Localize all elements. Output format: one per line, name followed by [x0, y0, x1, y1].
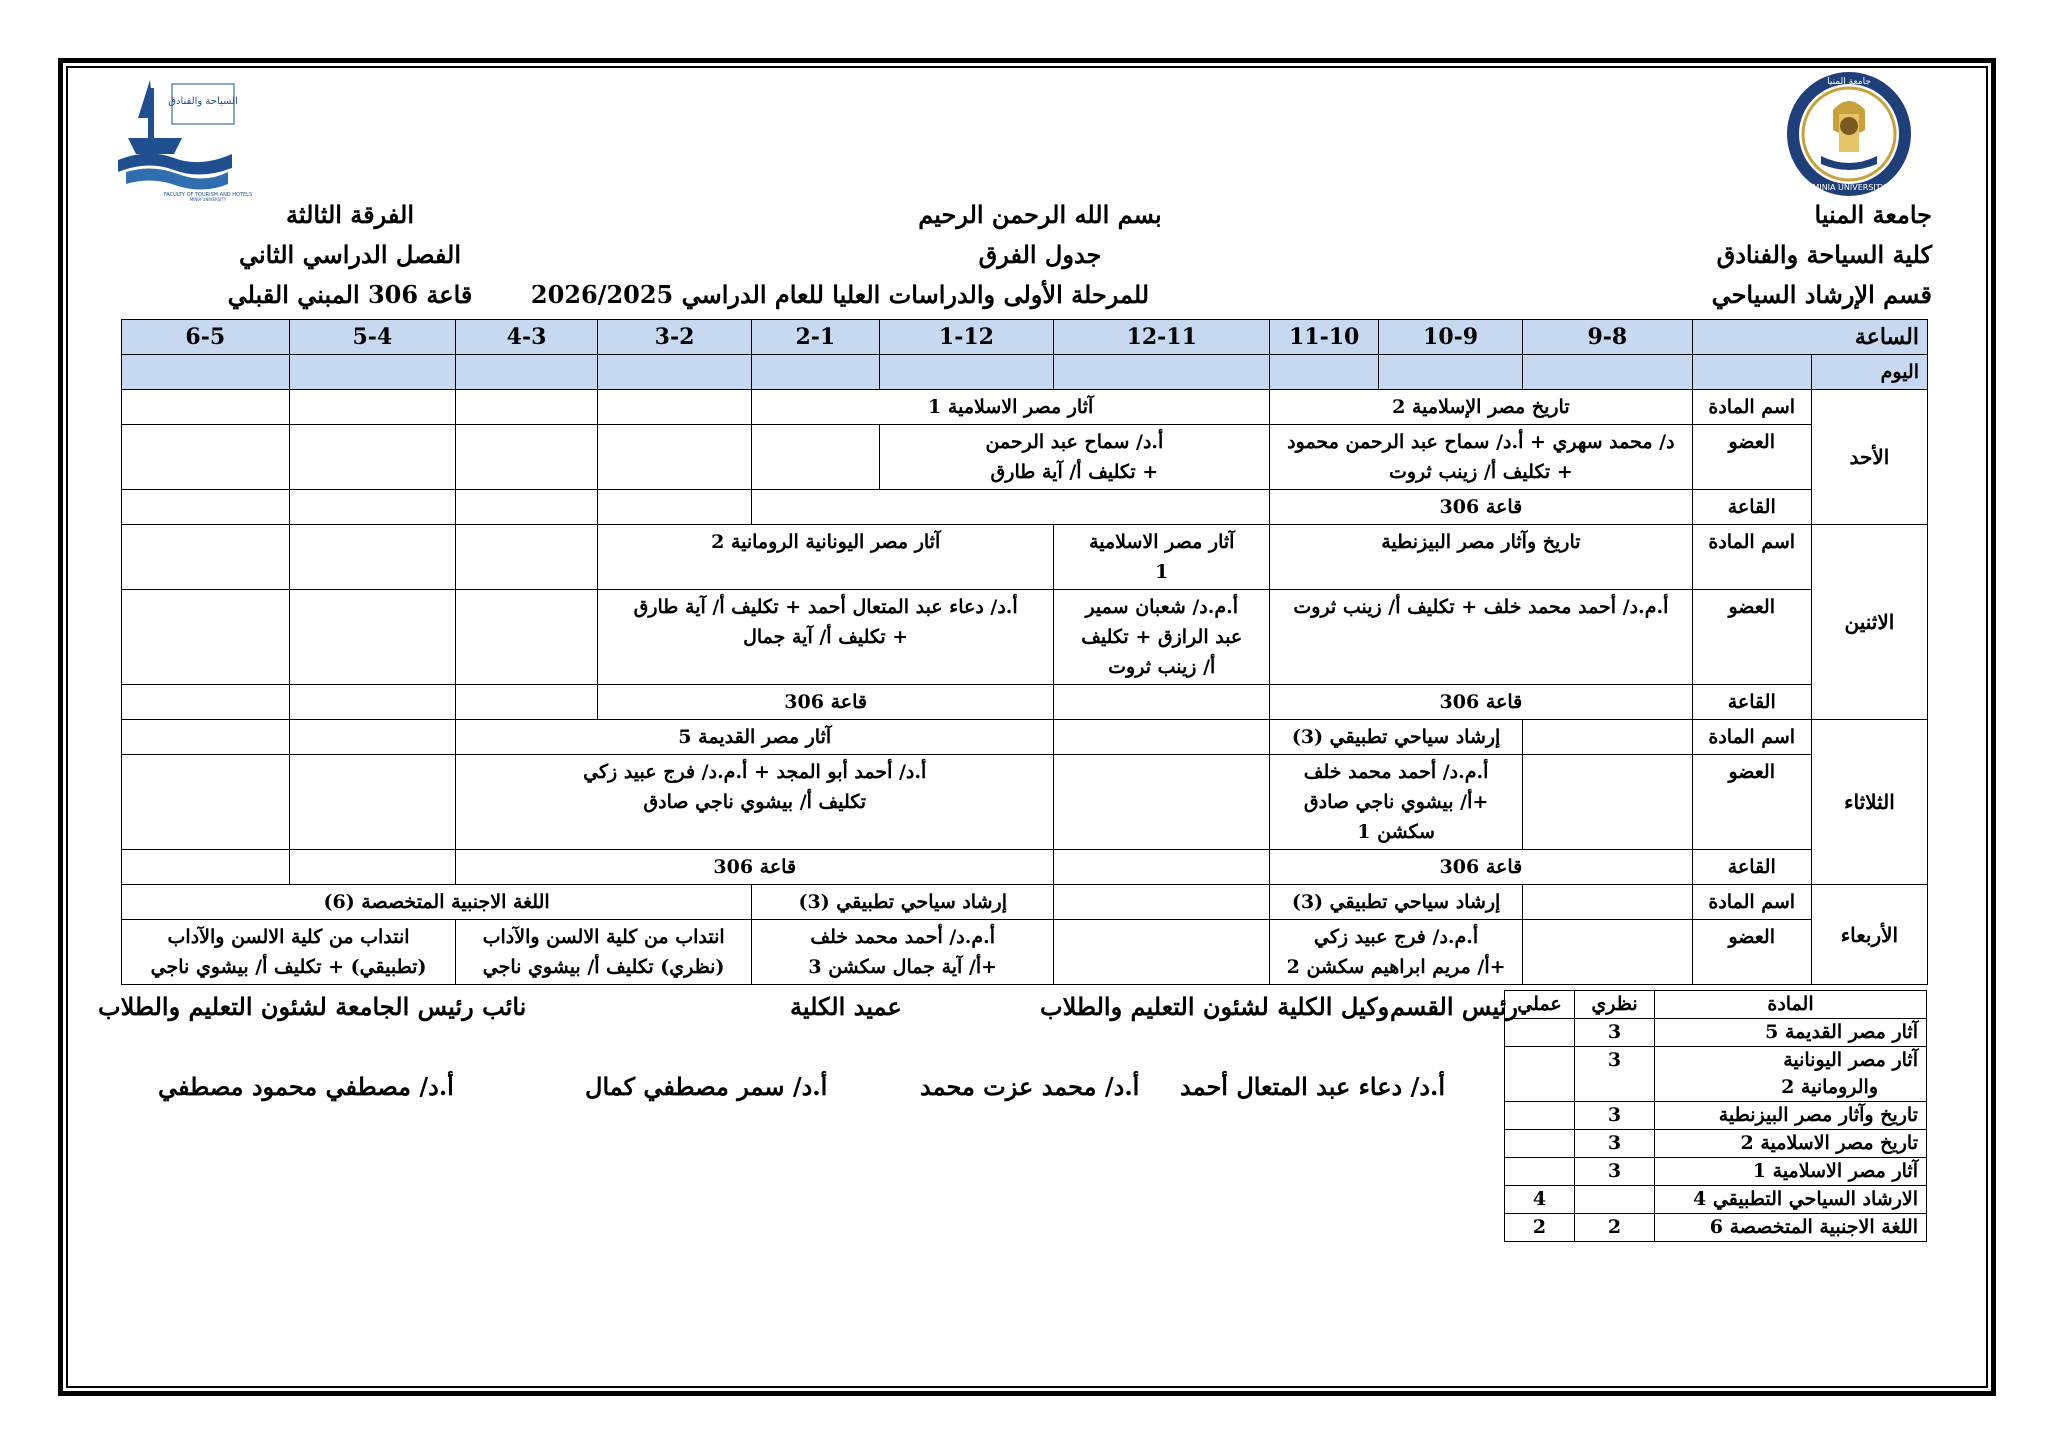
member-line: أ.م.د/ فرج عبيد زكي — [1314, 926, 1479, 948]
basmala: بسم الله الرحمن الرحيم — [918, 200, 1162, 229]
tuesday-hall-a: قاعة 306 — [1270, 850, 1692, 885]
monday-hall-row — [122, 685, 1928, 720]
credits-theory: 3 — [1575, 1158, 1655, 1186]
semester: الفصل الدراسي الثاني — [239, 240, 461, 269]
credits-subject: آثار مصر الاسلامية 1 — [1655, 1158, 1927, 1186]
signature-name-dean: أ.د/ سمر مصطفي كمال — [585, 1072, 828, 1101]
schedule-table — [121, 319, 1928, 985]
class-level: الفرقة الثالثة — [285, 200, 414, 229]
header-left-block — [190, 195, 510, 315]
member-line: انتداب من كلية الالسن والآداب — [482, 926, 725, 948]
credits-practical — [1505, 1047, 1575, 1102]
sunday-member-row — [122, 425, 1928, 490]
time-slot: 11-10 — [1270, 320, 1379, 355]
sunday-subject-a: تاريخ مصر الإسلامية 2 — [1270, 390, 1692, 425]
time-slot: 6-5 — [122, 320, 290, 355]
hall-location: قاعة 306 المبني القبلي — [227, 280, 473, 309]
university-name: جامعة المنيا — [1814, 200, 1932, 229]
tuesday-member-a — [1270, 755, 1523, 850]
time-slot: 4-3 — [456, 320, 598, 355]
university-ring-text: جامعة المنيا — [1827, 77, 1871, 87]
sunday-subject-b: آثار مصر الاسلامية 1 — [752, 390, 1270, 425]
day-wednesday: الأربعاء — [1811, 885, 1927, 985]
credits-theory — [1575, 1186, 1655, 1214]
document-title: جدول الفرق — [978, 240, 1102, 269]
member-label: العضو — [1692, 590, 1811, 685]
wednesday-subject-a: إرشاد سياحي تطبيقي (3) — [1270, 885, 1523, 920]
member-line: أ.م.د/ أحمد محمد خلف — [810, 926, 996, 948]
credits-subject-line: آثار مصر اليونانية — [1783, 1049, 1918, 1071]
hour-label: الساعة — [1692, 320, 1927, 355]
subject-line: آثار مصر الاسلامية — [1089, 531, 1235, 553]
member-line: + تكليف أ/ آية طارق — [990, 461, 1159, 483]
member-line: أ.د/ أحمد أبو المجد + أ.م.د/ فرج عبيد زكي — [583, 761, 927, 783]
credits-row — [1505, 1130, 1927, 1158]
member-line: أ.م.د/ أحمد محمد خلف — [1303, 761, 1489, 783]
time-slot: 10-9 — [1379, 320, 1523, 355]
faculty-name: كلية السياحة والفنادق — [1716, 240, 1932, 269]
header-right-block — [1712, 195, 1932, 315]
signature-title-dean: عميد الكلية — [790, 992, 902, 1021]
credits-practical — [1505, 1130, 1575, 1158]
wednesday-subject-d: اللغة الاجنبية المتخصصة (6) — [122, 885, 752, 920]
credits-subject: تاريخ وآثار مصر البيزنطية — [1655, 1102, 1927, 1130]
credits-subject-header: المادة — [1655, 991, 1927, 1019]
day-header-row — [122, 355, 1928, 390]
monday-subject-c: آثار مصر اليونانية الرومانية 2 — [597, 525, 1053, 590]
monday-subject-row — [122, 525, 1928, 590]
faculty-english-subtext: MINIA UNIVERSITY — [189, 197, 227, 202]
tuesday-subject-row — [122, 720, 1928, 755]
credits-header-row — [1505, 991, 1927, 1019]
sunday-hall: قاعة 306 — [1270, 490, 1692, 525]
sunday-member-a — [1270, 425, 1692, 490]
sunday-subject-row — [122, 390, 1928, 425]
credits-subject: تاريخ مصر الاسلامية 2 — [1655, 1130, 1927, 1158]
faculty-arabic-text: السياحة والفنادق — [168, 96, 238, 107]
credit-hours-table — [1504, 990, 1927, 1242]
credits-practical — [1505, 1102, 1575, 1130]
member-line: (نظري) تكليف أ/ بيشوي ناجي — [482, 956, 725, 978]
credits-row — [1505, 1186, 1927, 1214]
hall-label: القاعة — [1692, 685, 1811, 720]
subject-label: اسم المادة — [1692, 525, 1811, 590]
credits-theory: 3 — [1575, 1019, 1655, 1047]
monday-member-a: أ.م.د/ أحمد محمد خلف + تكليف أ/ زينب ثروت — [1270, 590, 1692, 685]
credits-practical — [1505, 1019, 1575, 1047]
time-slot: 5-4 — [289, 320, 456, 355]
credits-subject: اللغة الاجنبية المتخصصة 6 — [1655, 1214, 1927, 1242]
subject-label: اسم المادة — [1692, 720, 1811, 755]
member-line: انتداب من كلية الالسن والآداب — [167, 926, 410, 948]
day-tuesday: الثلاثاء — [1811, 720, 1927, 885]
tuesday-member-row — [122, 755, 1928, 850]
tuesday-hall-c: قاعة 306 — [456, 850, 1054, 885]
wednesday-subject-c: إرشاد سياحي تطبيقي (3) — [752, 885, 1054, 920]
credits-practical: 2 — [1505, 1214, 1575, 1242]
tuesday-subject-c: آثار مصر القديمة 5 — [456, 720, 1054, 755]
monday-subject-a: تاريخ وآثار مصر البيزنطية — [1270, 525, 1692, 590]
day-sunday: الأحد — [1811, 390, 1927, 525]
tuesday-member-c — [456, 755, 1054, 850]
member-line: عبد الرازق + تكليف — [1081, 626, 1243, 648]
credits-row — [1505, 1019, 1927, 1047]
time-header-row — [122, 320, 1928, 355]
wednesday-subject-row — [122, 885, 1928, 920]
signature-title-head: رئيس القسم — [1390, 992, 1518, 1021]
time-slot: 3-2 — [597, 320, 751, 355]
wednesday-member-e — [122, 920, 456, 985]
credits-row — [1505, 1158, 1927, 1186]
credits-row — [1505, 1214, 1927, 1242]
monday-member-row — [122, 590, 1928, 685]
time-slot: 2-1 — [752, 320, 879, 355]
member-line: +أ/ مريم ابراهيم سكشن 2 — [1286, 956, 1506, 978]
credits-theory-header: نظري — [1575, 991, 1655, 1019]
tuesday-subject-a: إرشاد سياحي تطبيقي (3) — [1270, 720, 1523, 755]
member-line: أ.م.د/ شعبان سمير — [1085, 596, 1239, 618]
faculty-tourism-logo — [108, 68, 253, 202]
credits-theory: 3 — [1575, 1130, 1655, 1158]
faculty-english-text: FACULTY OF TOURISM AND HOTELS — [163, 192, 253, 198]
member-line: + تكليف أ/ زينب ثروت — [1389, 461, 1573, 483]
academic-year-line: للمرحلة الأولى والدراسات العليا للعام الدراسي 2026/2025 — [530, 280, 1150, 309]
signature-title-vice-president: نائب رئيس الجامعة لشئون التعليم والطلاب — [98, 992, 527, 1021]
credits-subject-line: والرومانية 2 — [1781, 1076, 1878, 1098]
department-name: قسم الإرشاد السياحي — [1711, 280, 1932, 309]
day-monday: الاثنين — [1811, 525, 1927, 720]
monday-hall-c: قاعة 306 — [597, 685, 1053, 720]
member-label: العضو — [1692, 755, 1811, 850]
day-label: اليوم — [1811, 355, 1927, 390]
hall-label: القاعة — [1692, 490, 1811, 525]
credits-theory: 3 — [1575, 1102, 1655, 1130]
header-center-block — [530, 195, 1320, 315]
member-label: العضو — [1692, 425, 1811, 490]
university-year-text: 1976 — [1838, 155, 1860, 164]
sunday-hall-row — [122, 490, 1928, 525]
hall-label: القاعة — [1692, 850, 1811, 885]
subject-label: اسم المادة — [1692, 885, 1811, 920]
monday-member-b — [1054, 590, 1270, 685]
time-slot: 12-11 — [1054, 320, 1270, 355]
member-line: + تكليف أ/ آية جمال — [743, 626, 909, 648]
monday-member-c — [597, 590, 1053, 685]
member-line: أ/ زينب ثروت — [1108, 656, 1216, 678]
member-label: العضو — [1692, 920, 1811, 985]
credits-practical — [1505, 1158, 1575, 1186]
wednesday-member-c — [752, 920, 1054, 985]
credits-subject: آثار مصر القديمة 5 — [1655, 1019, 1927, 1047]
university-bottom-text: MINIA UNIVERSITY — [1812, 183, 1886, 192]
time-slot: 9-8 — [1523, 320, 1693, 355]
member-line: د/ محمد سهري + أ.د/ سماح عبد الرحمن محمود — [1287, 431, 1675, 453]
member-line: أ.د/ دعاء عبد المتعال أحمد + تكليف أ/ آية طارق — [633, 596, 1018, 618]
sunday-member-b — [879, 425, 1270, 490]
signature-title-vice-dean: وكيل الكلية لشئون التعليم والطلاب — [1040, 992, 1390, 1021]
member-line: (تطبيقي) + تكليف أ/ بيشوي ناجي — [150, 956, 427, 978]
member-line: سكشن 1 — [1357, 821, 1435, 843]
subject-line: 1 — [1155, 561, 1169, 583]
member-line: أ.د/ سماح عبد الرحمن — [985, 431, 1164, 453]
credits-subject: الارشاد السياحي التطبيقي 4 — [1655, 1186, 1927, 1214]
wednesday-member-a — [1270, 920, 1523, 985]
wednesday-member-d — [456, 920, 752, 985]
wednesday-member-row — [122, 920, 1928, 985]
member-line: +أ/ بيشوي ناجي صادق — [1303, 791, 1489, 813]
member-line: +أ/ آية جمال سكشن 3 — [808, 956, 998, 978]
signature-name-vice-dean: أ.د/ محمد عزت محمد — [920, 1072, 1140, 1101]
signature-name-vice-president: أ.د/ مصطفي محمود مصطفي — [158, 1072, 454, 1101]
monday-subject-b — [1054, 525, 1270, 590]
credits-theory: 3 — [1575, 1047, 1655, 1102]
credits-theory: 2 — [1575, 1214, 1655, 1242]
subject-label: اسم المادة — [1692, 390, 1811, 425]
credits-practical-header: عملي — [1505, 991, 1575, 1019]
credits-row — [1505, 1047, 1927, 1102]
signature-name-head: أ.د/ دعاء عبد المتعال أحمد — [1180, 1072, 1446, 1101]
monday-hall-a: قاعة 306 — [1270, 685, 1692, 720]
credits-practical: 4 — [1505, 1186, 1575, 1214]
credits-subject — [1655, 1047, 1927, 1102]
credits-row — [1505, 1102, 1927, 1130]
time-slot: 1-12 — [879, 320, 1054, 355]
member-line: تكليف أ/ بيشوي ناجي صادق — [643, 791, 867, 813]
tuesday-hall-row — [122, 850, 1928, 885]
minia-university-logo — [1785, 70, 1913, 198]
